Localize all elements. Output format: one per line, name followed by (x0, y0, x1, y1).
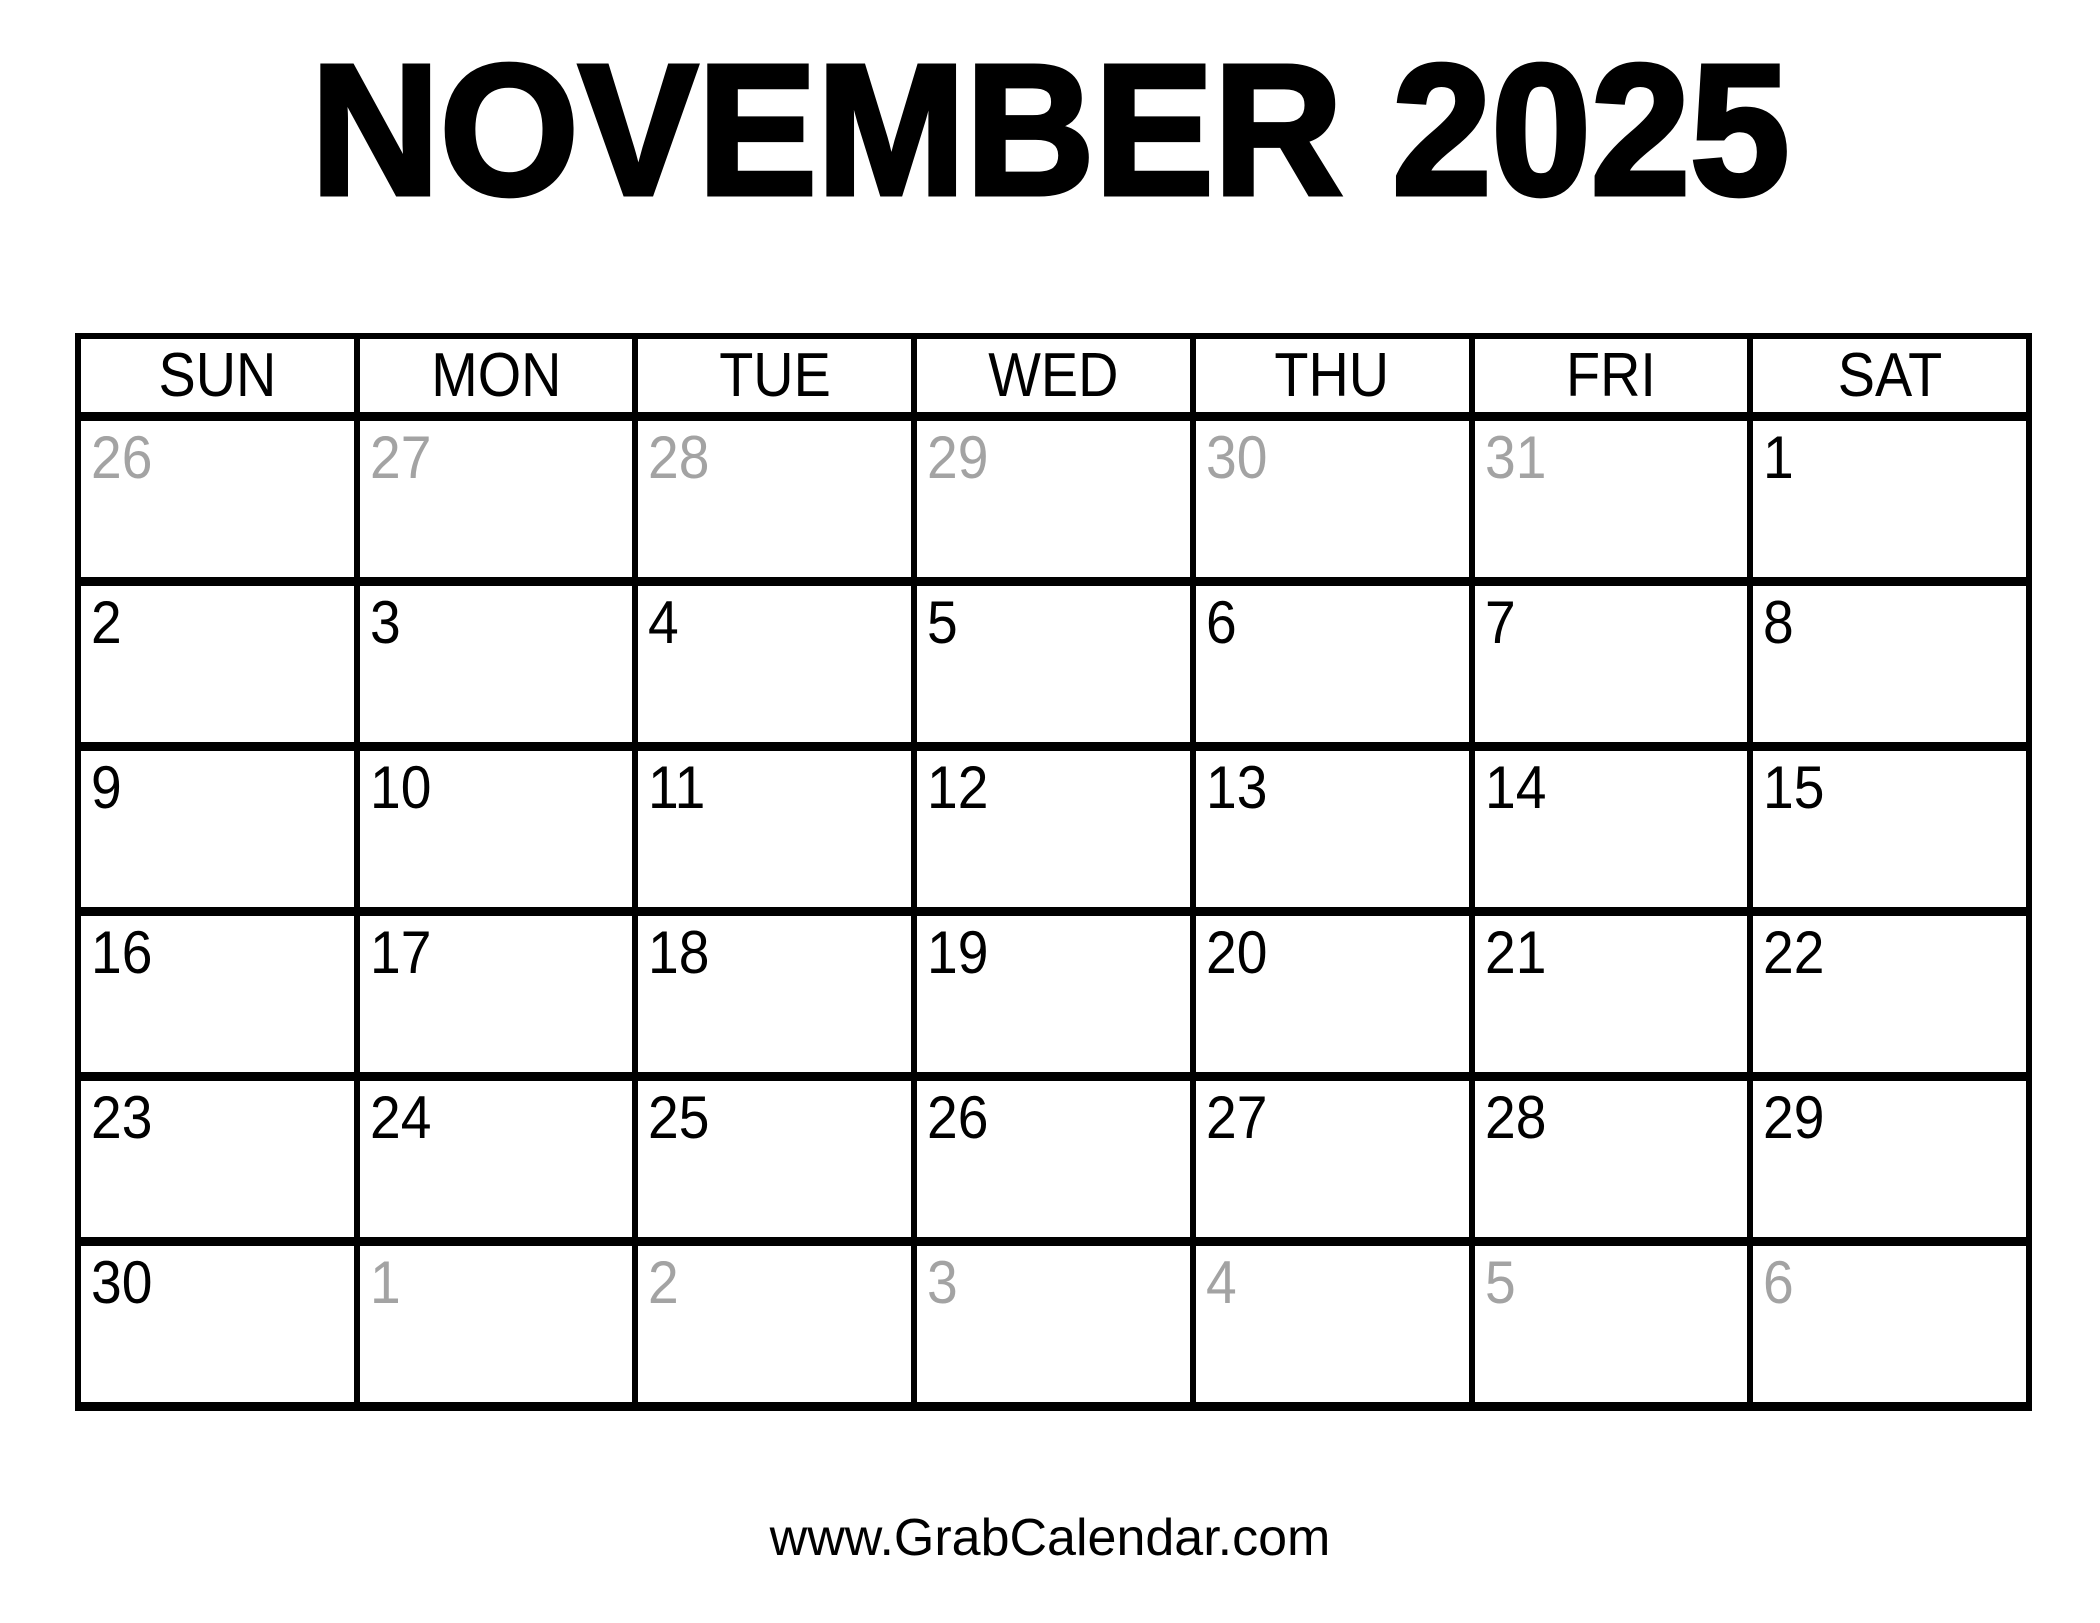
day-cell (78, 746, 357, 911)
day-cell (635, 1076, 914, 1241)
day-cell (1472, 911, 1751, 1076)
day-cell (1750, 911, 2029, 1076)
day-number: 6 (1205, 588, 1237, 656)
day-number: 26 (91, 423, 153, 491)
day-cell (1750, 1241, 2029, 1406)
day-cell (635, 746, 914, 911)
day-cell (1193, 746, 1472, 911)
day-number: 20 (1205, 918, 1268, 986)
day-number: 26 (927, 1083, 989, 1151)
day-number: 28 (648, 423, 710, 491)
day-cell (1472, 581, 1751, 746)
day-cell (914, 416, 1193, 581)
week-row-4 (78, 911, 2029, 1076)
weekday-label: MON (430, 340, 562, 410)
day-number: 7 (1484, 588, 1516, 656)
day-cell (78, 1241, 357, 1406)
week-row-3 (78, 746, 2029, 911)
footer-url: www.GrabCalendar.com (769, 1509, 1331, 1567)
day-cell (1193, 1241, 1472, 1406)
day-cell (1193, 581, 1472, 746)
day-number: 25 (648, 1083, 710, 1151)
day-number: 2 (91, 588, 122, 656)
weekday-label: WED (988, 340, 1119, 410)
day-number: 5 (1484, 1248, 1516, 1316)
day-cell (635, 416, 914, 581)
day-cell (1472, 1241, 1751, 1406)
day-number: 4 (1205, 1248, 1237, 1316)
week-row-5 (78, 1076, 2029, 1241)
calendar-title (0, 27, 2100, 234)
day-number: 8 (1763, 588, 1794, 656)
day-cell (1193, 1076, 1472, 1241)
day-number: 18 (648, 918, 710, 986)
day-cell (1193, 416, 1472, 581)
day-number: 10 (369, 753, 432, 821)
weekday-label: SUN (158, 340, 277, 410)
weekday-header-thu (1193, 336, 1472, 416)
day-number: 12 (927, 753, 989, 821)
calendar-grid (75, 333, 2032, 1411)
day-cell (1193, 911, 1472, 1076)
day-cell (635, 581, 914, 746)
day-cell (635, 1241, 914, 1406)
weekday-label: SAT (1837, 340, 1942, 410)
weekday-header-fri (1472, 336, 1751, 416)
day-cell (914, 746, 1193, 911)
day-number: 1 (369, 1248, 401, 1316)
day-cell (357, 581, 636, 746)
day-number: 24 (369, 1083, 432, 1151)
calendar-title-text: NOVEMBER 2025 (310, 27, 1790, 234)
day-number: 5 (927, 588, 958, 656)
day-cell (357, 416, 636, 581)
day-number: 29 (927, 423, 989, 491)
day-cell (1750, 581, 2029, 746)
day-number: 17 (369, 918, 432, 986)
day-cell (78, 911, 357, 1076)
day-number: 2 (648, 1248, 680, 1316)
day-cell (1472, 746, 1751, 911)
day-cell (1472, 1076, 1751, 1241)
day-number: 27 (369, 423, 432, 491)
day-number: 15 (1763, 753, 1825, 821)
day-cell (1750, 1076, 2029, 1241)
day-number: 23 (91, 1083, 153, 1151)
day-number: 4 (648, 588, 680, 656)
day-number: 16 (91, 918, 153, 986)
day-number: 13 (1205, 753, 1268, 821)
day-number: 19 (927, 918, 989, 986)
day-cell (78, 1076, 357, 1241)
day-number: 3 (927, 1248, 958, 1316)
day-number: 1 (1763, 423, 1794, 491)
day-number: 9 (91, 753, 122, 821)
day-number: 21 (1484, 918, 1546, 986)
weekday-header-wed (914, 336, 1193, 416)
day-cell (78, 581, 357, 746)
day-cell (78, 416, 357, 581)
day-number: 29 (1763, 1083, 1825, 1151)
day-number: 30 (1205, 423, 1268, 491)
weekday-header-sun (78, 336, 357, 416)
calendar-body (78, 416, 2029, 1406)
week-row-6 (78, 1241, 2029, 1406)
weekday-header-tue (635, 336, 914, 416)
day-number: 22 (1763, 918, 1825, 986)
day-cell (357, 1241, 636, 1406)
week-row-2 (78, 581, 2029, 746)
day-cell (914, 911, 1193, 1076)
day-cell (1472, 416, 1751, 581)
day-cell (357, 746, 636, 911)
day-cell (914, 581, 1193, 746)
day-number: 6 (1763, 1248, 1794, 1316)
week-row-1 (78, 416, 2029, 581)
day-number: 14 (1484, 753, 1546, 821)
day-cell (1750, 746, 2029, 911)
day-number: 27 (1205, 1083, 1268, 1151)
day-cell (1750, 416, 2029, 581)
day-number: 3 (369, 588, 401, 656)
day-number: 11 (648, 753, 706, 821)
day-number: 28 (1484, 1083, 1546, 1151)
weekday-label: THU (1274, 340, 1390, 410)
weekday-header-mon (357, 336, 636, 416)
day-number: 30 (91, 1248, 153, 1316)
weekday-label: FRI (1565, 340, 1656, 410)
day-cell (357, 911, 636, 1076)
weekday-header-sat (1750, 336, 2029, 416)
day-number: 31 (1484, 423, 1546, 491)
weekday-header-row (78, 336, 2029, 416)
day-cell (914, 1076, 1193, 1241)
day-cell (357, 1076, 636, 1241)
day-cell (914, 1241, 1193, 1406)
weekday-label: TUE (718, 340, 831, 410)
day-cell (635, 911, 914, 1076)
